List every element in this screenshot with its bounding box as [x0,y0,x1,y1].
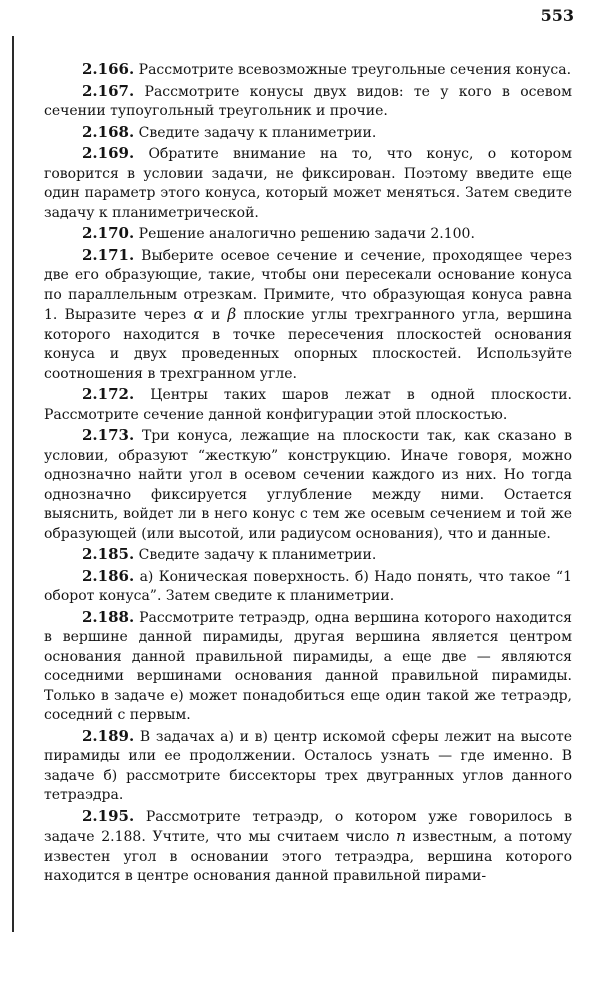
hint-text: Центры таких шаров лежат в одной плоскости. Рассмотрите сечение данной конфигурации этой плоскостью. [44,387,572,423]
hint-2-171 [44,246,572,385]
problem-number: 2.173. [82,426,135,444]
hint-2-188 [44,608,572,726]
problem-number: 2.189. [82,726,135,745]
hint-2-189 [44,727,572,806]
hint-text: Рассмотрите конусы двух видов: те у кого в осевом сечении тупоугольный треугольник и прочие. [44,83,572,119]
hint-2-170 [44,224,572,245]
hint-2-173 [44,426,572,544]
hint-text: Рассмотрите тетраэдр, одна вершина которого находится в вершине данной пирамиды, другая вершина является центром основания данной правильной пирамиды, а еще две — являются соседними вершинами основания данной правильной пирамиды. Только в задаче е) может понадобиться еще один такой же тетраэдр, соседний с первым. [44,609,572,723]
problem-number: 2.169. [82,144,135,162]
hint-text: В задачах а) и в) центр искомой сферы лежит на высоте пирамиды или ее продолжении. Осталось узнать — где именно. В задаче б) рассмотрите биссекторы трех двугранных углов данного тетраэдра. [44,728,572,803]
problem-number: 2.186. [82,566,135,585]
alpha-symbol: α [193,305,204,323]
n-symbol: n [396,827,406,845]
hint-text: Рассмотрите тетраэдр, о котором уже говорилось в задаче 2.188. Учтите, что мы считаем число [44,808,572,845]
problem-number: 2.195. [82,806,135,825]
hint-2-186 [44,567,572,607]
margin-rule [12,36,14,932]
hint-text: Решение аналогично решению задачи 2.100. [134,226,475,242]
problem-number: 2.166. [82,60,135,78]
hint-text-connector: и [203,307,228,323]
problem-number: 2.188. [82,607,135,626]
problem-number: 2.170. [82,224,135,242]
hint-text: Выберите осевое сечение и сечение, проходящее через две его образующие, такие, чтобы они пересекали основание конуса по параллельным отрезкам. Примите, что образующая конуса равна 1. Выразите через [44,247,572,323]
beta-symbol: β [227,305,237,323]
page-number: 553 [540,6,574,25]
problem-number: 2.168. [82,122,135,141]
page-body [44,60,572,888]
problem-number: 2.185. [82,545,135,563]
hint-2-169 [44,144,572,223]
hint-text-continued: плоские углы трехгранного угла, вершина которого находится в точке пересечения плоскостей основания конуса и двух проведенных опорных плоскостей. Используйте соотношения в трехгранном угле. [44,307,572,382]
hint-text: Три конуса, лежащие на плоскости так, как сказано в условии, образуют “жесткую” конструкцию. Иначе говоря, можно однозначно найти угол в осевом сечении каждого из них. Но тогда однозначно фиксируется углубление между ними. Остается выяснить, войдет ли в него конус с тем же осевым сечением и той же образующей (или высотой, или радиусом основания), что и данные. [44,428,572,542]
hint-text: Сведите задачу к планиметрии. [134,547,377,563]
hint-2-168 [44,123,572,144]
problem-number: 2.172. [82,385,135,403]
hint-2-172 [44,385,572,425]
hint-text: Сведите задачу к планиметрии. [134,124,377,141]
hint-text: Обратите внимание на то, что конус, о котором говорится в условии задачи, не фиксирован. Поэтому введите еще один параметр этого конуса, который может меняться. Затем сведите задачу к планиметрической. [44,146,572,221]
hint-2-195 [44,807,572,887]
hint-text: Рассмотрите всевозможные треугольные сечения конуса. [134,62,572,78]
problem-number: 2.167. [82,81,135,100]
hint-2-185 [44,545,572,566]
hint-text: а) Коническая поверхность. б) Надо понять, что такое “1 оборот конуса”. Затем сведите к планиметрии. [44,568,572,604]
hint-2-166 [44,60,572,81]
problem-number: 2.171. [82,245,135,264]
hint-text-continued: известным, а потому известен угол в основании этого тетраэдра, вершина которого находится в центре основания данной правильной пирами- [44,829,572,884]
hint-2-167 [44,82,572,122]
